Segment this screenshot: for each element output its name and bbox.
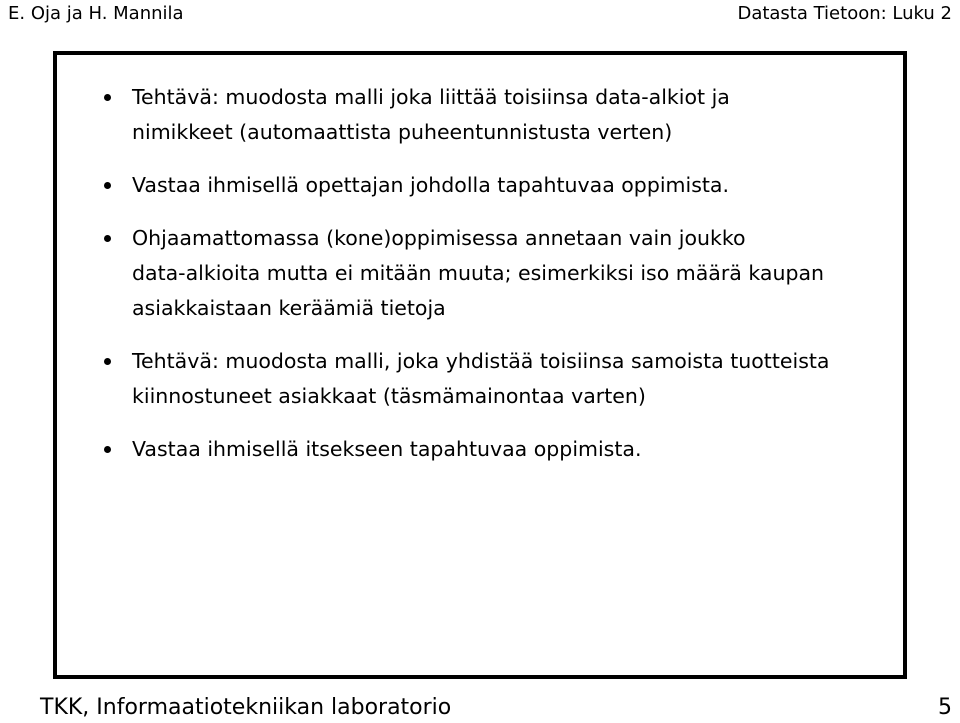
bullet-list [103,80,893,485]
bullet-item [103,344,893,414]
bullet-text-line: Tehtävä: muodosta malli, joka yhdistää toisiinsa samoista tuotteista [132,349,830,373]
bullet-item [103,80,893,150]
bullet-text-line: Vastaa ihmisellä opettajan johdolla tapahtuvaa oppimista. [132,173,729,197]
header-authors: E. Oja ja H. Mannila [8,3,184,24]
bullet-dot-icon [104,235,111,242]
bullet-text-line: kiinnostuneet asiakkaat (täsmämainontaa varten) [132,384,646,408]
bullet-item [103,168,893,203]
bullet-text-line: Vastaa ihmisellä itsekseen tapahtuvaa oppimista. [132,437,642,461]
header-chapter: Datasta Tietoon: Luku 2 [737,3,952,24]
bullet-text-line: data-alkioita mutta ei mitään muuta; esimerkiksi iso määrä kaupan [132,261,825,285]
bullet-text-line: asiakkaistaan keräämiä tietoja [132,296,446,320]
bullet-dot-icon [104,446,111,453]
bullet-text-line: nimikkeet (automaattista puheentunnistusta verten) [132,120,673,144]
bullet-dot-icon [104,94,111,101]
bullet-dot-icon [104,358,111,365]
bullet-text-line: Tehtävä: muodosta malli joka liittää toisiinsa data-alkiot ja [132,85,730,109]
bullet-item [103,221,893,326]
bullet-text-line: Ohjaamattomassa (kone)oppimisessa annetaan vain joukko [132,226,746,250]
bullet-dot-icon [104,182,111,189]
footer-page-number: 5 [938,695,952,720]
footer-institution: TKK, Informaatiotekniikan laboratorio [40,695,452,720]
bullet-item [103,432,893,467]
